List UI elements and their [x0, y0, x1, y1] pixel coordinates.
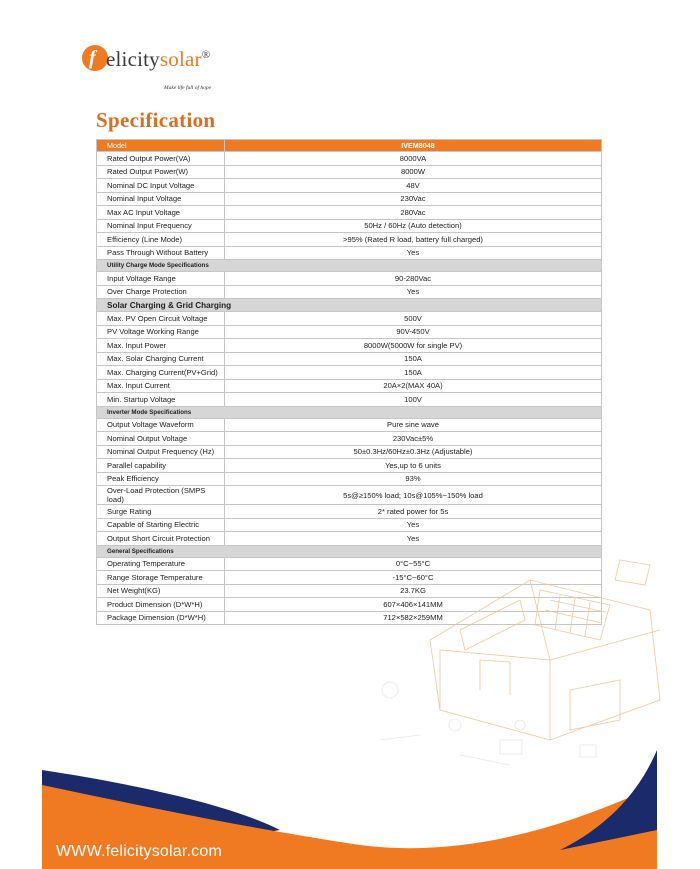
- spec-label: Over Charge Protection: [97, 285, 225, 299]
- table-row: [97, 325, 602, 339]
- spec-label: Max. Input Current: [97, 379, 225, 393]
- spec-label: Operating Temperature: [97, 557, 225, 571]
- spec-label: Product Dimension (D*W*H): [97, 598, 225, 612]
- table-row: [97, 206, 602, 220]
- spec-label: Output Short Circuit Protection: [97, 532, 225, 546]
- table-row: [97, 393, 602, 407]
- spec-value: 8000W: [225, 165, 602, 179]
- website-url: WWW.felicitysolar.com: [56, 843, 222, 860]
- spec-value: 500V: [225, 312, 602, 326]
- spec-label: Capable of Starting Electric: [97, 518, 225, 532]
- registered-mark: ®: [201, 49, 211, 61]
- table-row: [97, 366, 602, 380]
- spec-label: Max. Input Power: [97, 339, 225, 353]
- spec-value: 50Hz / 60Hz (Auto detection): [225, 219, 602, 233]
- spec-value: 8000W(5000W for single PV): [225, 339, 602, 353]
- spec-label: Over-Load Protection (SMPS load): [97, 486, 225, 505]
- spec-value: 50±0.3Hz/60Hz±0.3Hz (Adjustable): [225, 445, 602, 459]
- spec-label: Nominal Input Voltage: [97, 192, 225, 206]
- table-row: [97, 179, 602, 193]
- spec-label: PV Voltage Working Range: [97, 325, 225, 339]
- spec-value: Yes: [225, 518, 602, 532]
- table-row: [97, 152, 602, 166]
- table-row: [97, 459, 602, 473]
- spec-label: Min. Startup Voltage: [97, 393, 225, 407]
- table-row: [97, 486, 602, 505]
- spec-value: 100V: [225, 393, 602, 407]
- spec-label: Max. Solar Charging Current: [97, 352, 225, 366]
- spec-value: 90V-450V: [225, 325, 602, 339]
- spec-value: 150A: [225, 366, 602, 380]
- table-row: [97, 219, 602, 233]
- brand-logo: [82, 43, 242, 93]
- page-title: Specification: [96, 108, 216, 132]
- spec-label: Nominal DC Input Voltage: [97, 179, 225, 193]
- spec-label: Rated Output Power(W): [97, 165, 225, 179]
- spec-value: 2* rated power for 5s: [225, 505, 602, 519]
- table-row: [97, 352, 602, 366]
- spec-value: 8000VA: [225, 152, 602, 166]
- section-title: Utility Charge Mode Specifications: [97, 260, 602, 272]
- table-row: [97, 272, 602, 286]
- spec-label: Pass Through Without Battery: [97, 246, 225, 260]
- spec-label: Max AC Input Voltage: [97, 206, 225, 220]
- spec-value: 23.7KG: [225, 584, 602, 598]
- table-row: [97, 165, 602, 179]
- spec-value: Yes: [225, 532, 602, 546]
- spec-label: Peak Efficiency: [97, 472, 225, 486]
- table-row: [97, 379, 602, 393]
- spec-value: 230Vac: [225, 192, 602, 206]
- spec-value: 607×406×141MM: [225, 598, 602, 612]
- table-row: [97, 505, 602, 519]
- spec-value: >95% (Rated R load, battery full charged): [225, 233, 602, 247]
- table-row: [97, 233, 602, 247]
- section-header-row: [97, 299, 602, 312]
- spec-label: Max. PV Open Circuit Voltage: [97, 312, 225, 326]
- spec-label: Range Storage Temperature: [97, 571, 225, 585]
- brand-slogan: Make life full of hope: [164, 85, 212, 91]
- spec-value: 5s@≥150% load; 10s@105%~150% load: [225, 486, 602, 505]
- spec-label: Efficiency (Line Mode): [97, 233, 225, 247]
- table-row: [97, 472, 602, 486]
- section-title: Inverter Mode Specifications: [97, 406, 602, 418]
- spec-value: 712×582×259MM: [225, 611, 602, 625]
- spec-value: 90-280Vac: [225, 272, 602, 286]
- spec-value: Yes,up to 6 units: [225, 459, 602, 473]
- brand-name-part2: solar: [159, 47, 202, 71]
- table-row: [97, 518, 602, 532]
- spec-value: Pure sine wave: [225, 418, 602, 432]
- spec-label: Nominal Output Frequency (Hz): [97, 445, 225, 459]
- section-title: Solar Charging & Grid Charging: [97, 299, 602, 312]
- spec-label: Net Weight(KG): [97, 584, 225, 598]
- table-row: [97, 339, 602, 353]
- spec-value: Yes: [225, 285, 602, 299]
- section-title: General Specifications: [97, 545, 602, 557]
- spec-label: Package Dimension (D*W*H): [97, 611, 225, 625]
- spec-label: Parallel capability: [97, 459, 225, 473]
- table-row: [97, 246, 602, 260]
- table-row: [97, 192, 602, 206]
- table-row: [97, 445, 602, 459]
- spec-value: 20A×2(MAX 40A): [225, 379, 602, 393]
- table-header-row: [97, 140, 602, 152]
- spec-value: -15°C~60°C: [225, 571, 602, 585]
- brand-name-part1: elicity: [106, 47, 160, 71]
- brand-name: [106, 47, 210, 72]
- spec-value: 230Vac±5%: [225, 432, 602, 446]
- spec-value: 93%: [225, 472, 602, 486]
- spec-label: Max. Charging Current(PV+Grid): [97, 366, 225, 380]
- logo-mark-icon: [82, 45, 108, 71]
- spec-label: Output Voltage Waveform: [97, 418, 225, 432]
- spec-value: 0°C~55°C: [225, 557, 602, 571]
- table-row: [97, 432, 602, 446]
- table-row: [97, 285, 602, 299]
- spec-label: Nominal Input Frequency: [97, 219, 225, 233]
- header-model: IVEM8048: [225, 140, 602, 152]
- table-row: [97, 312, 602, 326]
- spec-value: 280Vac: [225, 206, 602, 220]
- logo-initial: f: [89, 47, 96, 69]
- spec-value: 150A: [225, 352, 602, 366]
- section-header-row: [97, 260, 602, 272]
- spec-label: Nominal Output Voltage: [97, 432, 225, 446]
- spec-label: Surge Rating: [97, 505, 225, 519]
- spec-value: 48V: [225, 179, 602, 193]
- header-label: Model: [97, 140, 225, 152]
- table-row: [97, 418, 602, 432]
- section-header-row: [97, 406, 602, 418]
- spec-value: Yes: [225, 246, 602, 260]
- spec-label: Rated Output Power(VA): [97, 152, 225, 166]
- spec-label: Input Voltage Range: [97, 272, 225, 286]
